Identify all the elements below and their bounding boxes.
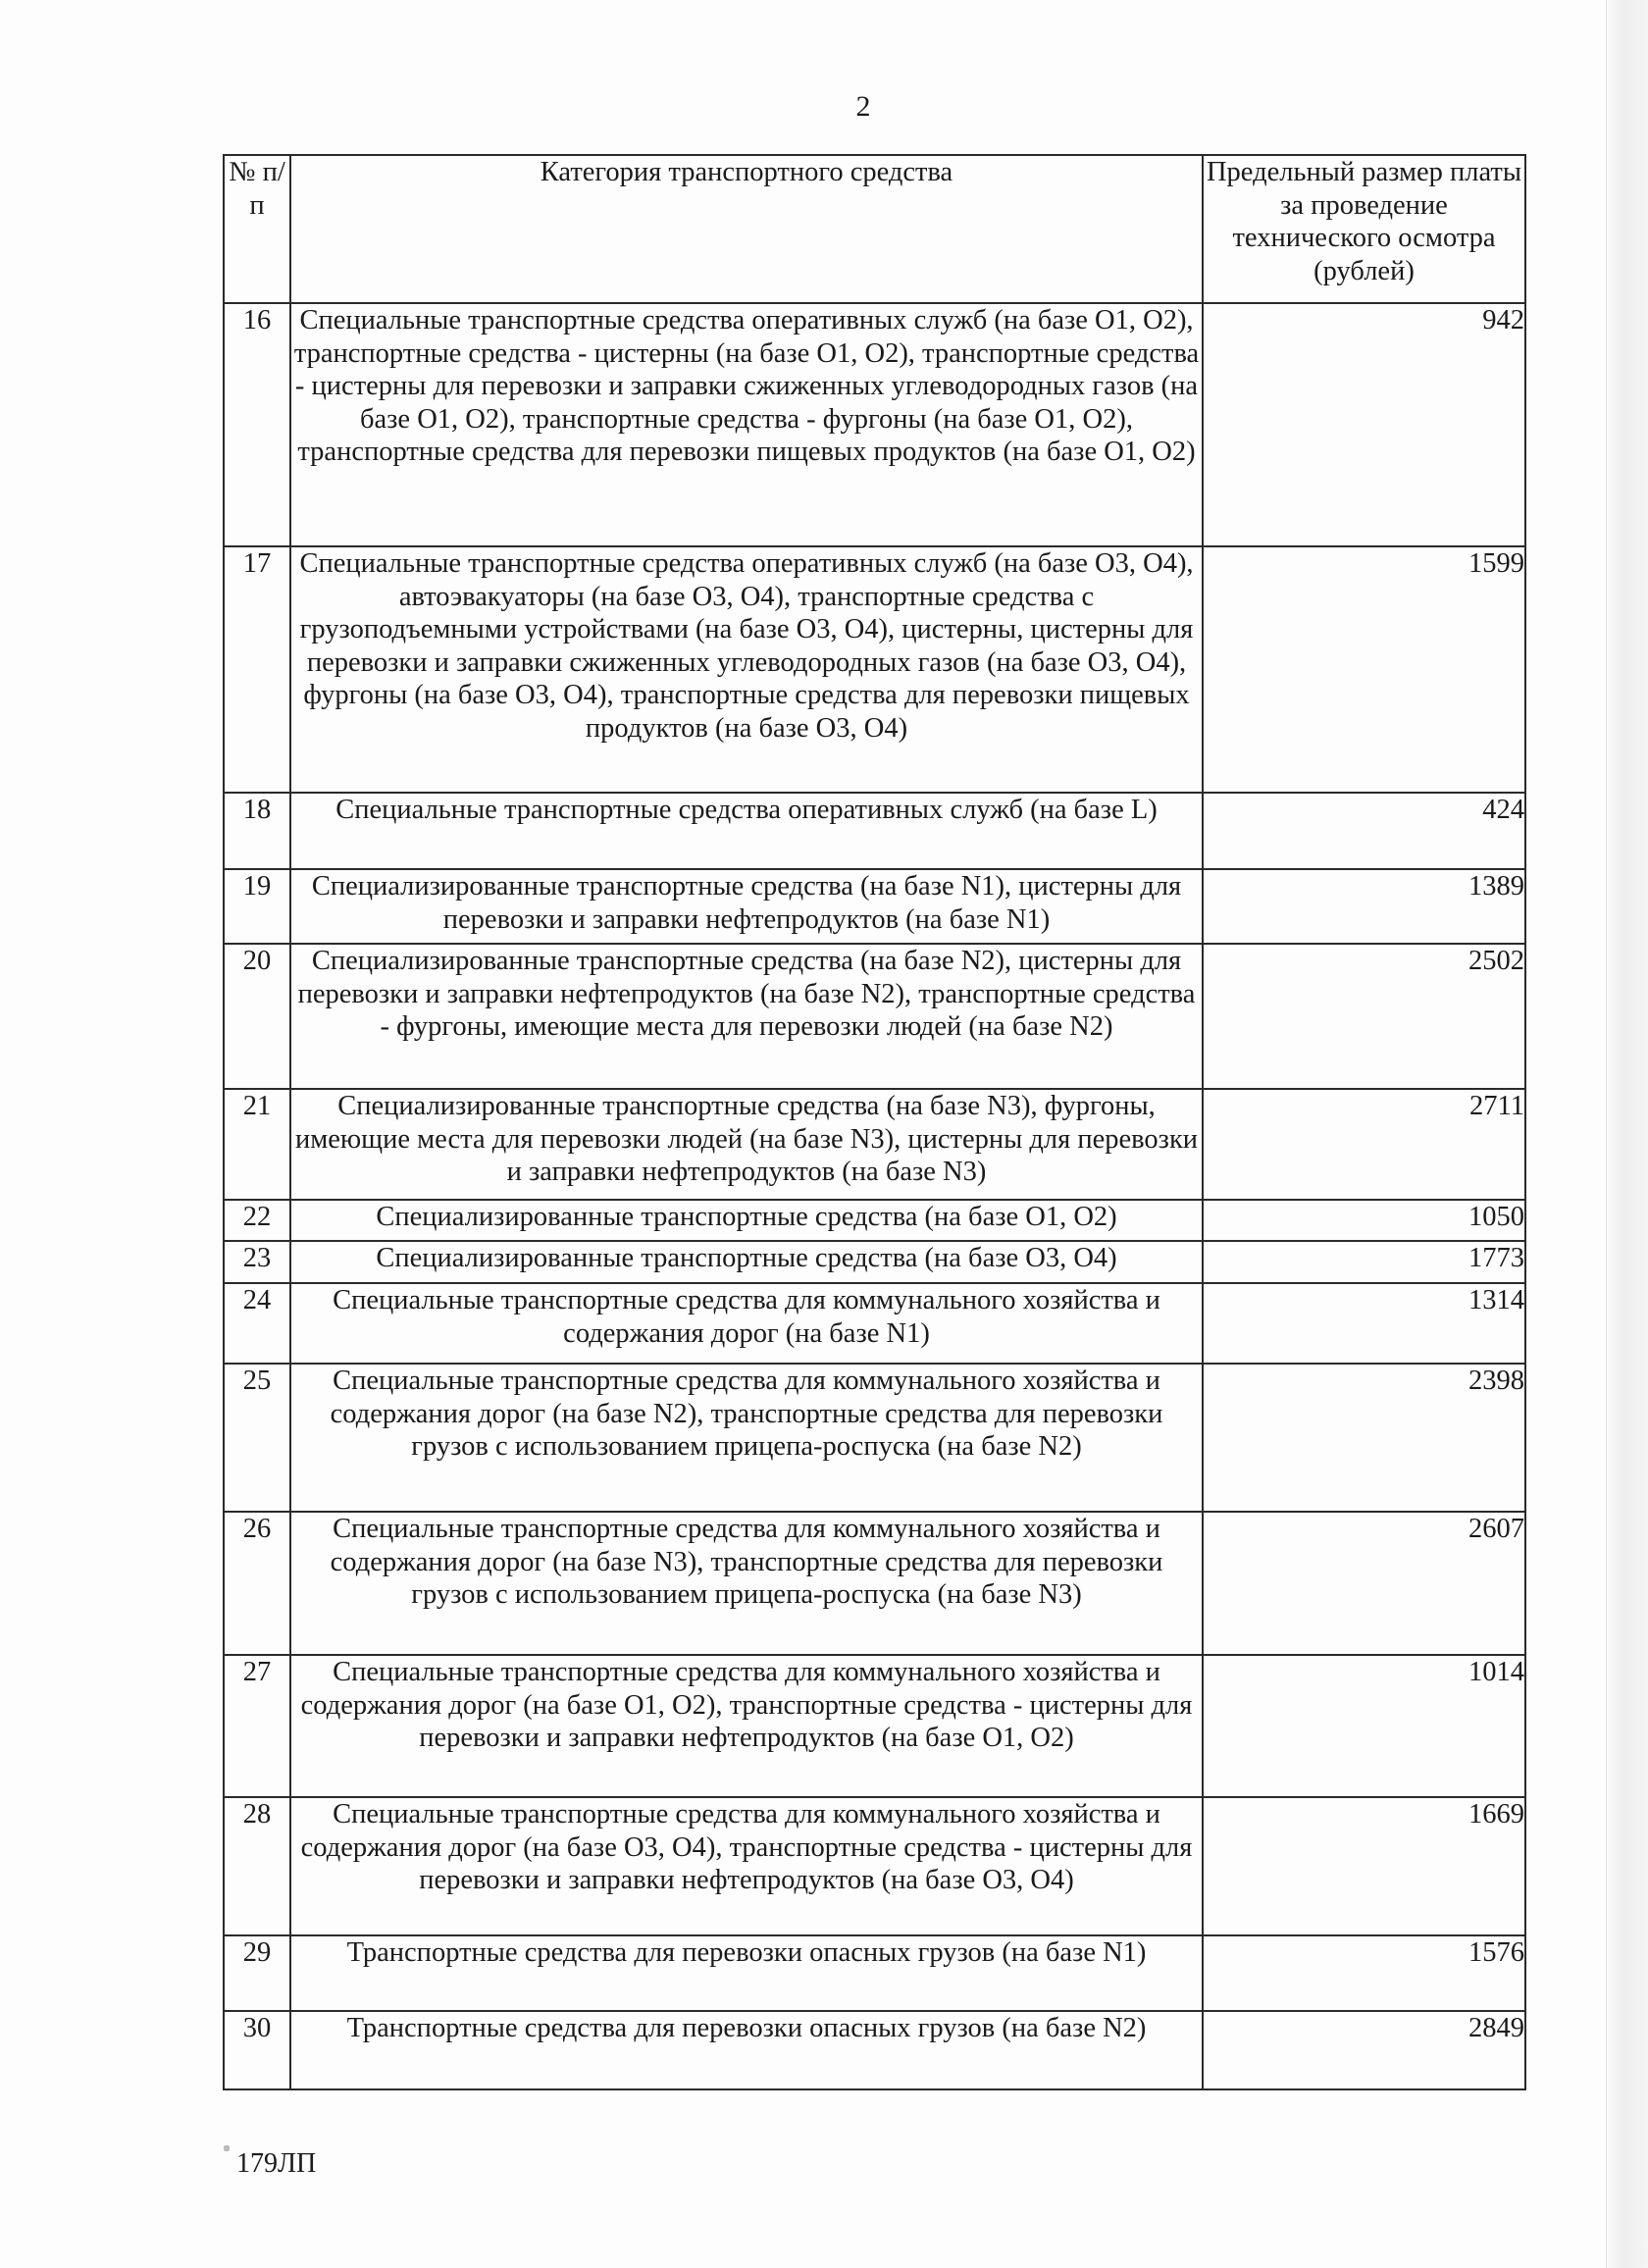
row-number: 24 <box>224 1283 290 1364</box>
row-category: Специализированные транспортные средства (на базе N1), цистерны для перевозки и заправки нефтепродуктов (на базе N1) <box>290 869 1203 944</box>
row-category: Специальные транспортные средства оперативных служб (на базе O3, O4), автоэвакуаторы (на базе O3, O4), транспортные средства с грузоподъемными устройствами (на базе O3, O4), цистерны, цистерны для перевозки и заправки сжиженных углеводородных газов (на базе O3, O4), фургоны (на базе O3, O4), транспортные средства для перевозки пищевых продуктов (на базе O3, O4) <box>290 546 1203 793</box>
row-fee: 1599 <box>1203 546 1525 793</box>
row-number: 20 <box>224 944 290 1089</box>
header-fee: Предельный размер платы за проведение технического осмотра (рублей) <box>1203 155 1525 303</box>
row-category: Специальные транспортные средства для коммунального хозяйства и содержания дорог (на базе N1) <box>290 1283 1203 1364</box>
row-category: Специальные транспортные средства оперативных служб (на базе L) <box>290 793 1203 869</box>
row-number: 17 <box>224 546 290 793</box>
row-number: 19 <box>224 869 290 944</box>
row-fee: 2607 <box>1203 1512 1525 1655</box>
table-row <box>224 1364 1525 1512</box>
row-category: Транспортные средства для перевозки опасных грузов (на базе N1) <box>290 1935 1203 2011</box>
row-category: Специальные транспортные средства для коммунального хозяйства и содержания дорог (на базе O3, O4), транспортные средства - цистерны для перевозки и заправки нефтепродуктов (на базе O3, O4) <box>290 1797 1203 1935</box>
row-fee: 2849 <box>1203 2011 1525 2089</box>
row-category: Специальные транспортные средства оперативных служб (на базе O1, O2), транспортные средства - цистерны (на базе O1, O2), транспортные средства - цистерны для перевозки и заправки сжиженных углеводородных газов (на базе O1, O2), транспортные средства - фургоны (на базе O1, O2), транспортные средства для перевозки пищевых продуктов (на базе O1, O2) <box>290 303 1203 546</box>
table-header-row <box>224 155 1525 303</box>
header-category: Категория транспортного средства <box>290 155 1203 303</box>
row-number: 26 <box>224 1512 290 1655</box>
row-fee: 2502 <box>1203 944 1525 1089</box>
table-row <box>224 1089 1525 1200</box>
table-row <box>224 869 1525 944</box>
row-fee: 1389 <box>1203 869 1525 944</box>
table-row <box>224 793 1525 869</box>
table-row <box>224 1512 1525 1655</box>
table-row <box>224 944 1525 1089</box>
row-fee: 942 <box>1203 303 1525 546</box>
row-category: Специальные транспортные средства для коммунального хозяйства и содержания дорог (на базе N2), транспортные средства для перевозки грузов с использованием прицепа-роспуска (на базе N2) <box>290 1364 1203 1512</box>
row-number: 21 <box>224 1089 290 1200</box>
row-category: Специальные транспортные средства для коммунального хозяйства и содержания дорог (на базе N3), транспортные средства для перевозки грузов с использованием прицепа-роспуска (на базе N3) <box>290 1512 1203 1655</box>
row-number: 23 <box>224 1241 290 1283</box>
table-row <box>224 1935 1525 2011</box>
row-number: 22 <box>224 1200 290 1241</box>
row-fee: 1773 <box>1203 1241 1525 1283</box>
row-category: Специальные транспортные средства для коммунального хозяйства и содержания дорог (на базе O1, O2), транспортные средства - цистерны для перевозки и заправки нефтепродуктов (на базе O1, O2) <box>290 1655 1203 1797</box>
row-number: 27 <box>224 1655 290 1797</box>
fee-table <box>223 154 1526 2090</box>
row-category: Специализированные транспортные средства (на базе O3, O4) <box>290 1241 1203 1283</box>
header-number: № п/п <box>224 155 290 303</box>
row-number: 25 <box>224 1364 290 1512</box>
row-number: 18 <box>224 793 290 869</box>
row-fee: 2398 <box>1203 1364 1525 1512</box>
row-number: 29 <box>224 1935 290 2011</box>
page-number: 2 <box>855 90 871 123</box>
table-row <box>224 1241 1525 1283</box>
table-row <box>224 546 1525 793</box>
row-fee: 424 <box>1203 793 1525 869</box>
table-row <box>224 1200 1525 1241</box>
row-fee: 2711 <box>1203 1089 1525 1200</box>
row-number: 30 <box>224 2011 290 2089</box>
row-category: Специализированные транспортные средства (на базе N2), цистерны для перевозки и заправки нефтепродуктов (на базе N2), транспортные средства - фургоны, имеющие места для перевозки людей (на базе N2) <box>290 944 1203 1089</box>
row-number: 16 <box>224 303 290 546</box>
row-category: Специализированные транспортные средства (на базе N3), фургоны, имеющие места для перевозки людей (на базе N3), цистерны для перевозки и заправки нефтепродуктов (на базе N3) <box>290 1089 1203 1200</box>
row-fee: 1576 <box>1203 1935 1525 2011</box>
row-number: 28 <box>224 1797 290 1935</box>
row-category: Специализированные транспортные средства (на базе O1, O2) <box>290 1200 1203 1241</box>
table-row <box>224 1655 1525 1797</box>
scan-speck <box>224 2145 230 2151</box>
document-code: 179ЛП <box>236 2148 317 2179</box>
row-fee: 1014 <box>1203 1655 1525 1797</box>
table-row <box>224 2011 1525 2089</box>
row-fee: 1669 <box>1203 1797 1525 1935</box>
scan-edge <box>1606 0 1648 2268</box>
row-category: Транспортные средства для перевозки опасных грузов (на базе N2) <box>290 2011 1203 2089</box>
table-row <box>224 1797 1525 1935</box>
row-fee: 1050 <box>1203 1200 1525 1241</box>
table-row <box>224 1283 1525 1364</box>
row-fee: 1314 <box>1203 1283 1525 1364</box>
table-row <box>224 303 1525 546</box>
